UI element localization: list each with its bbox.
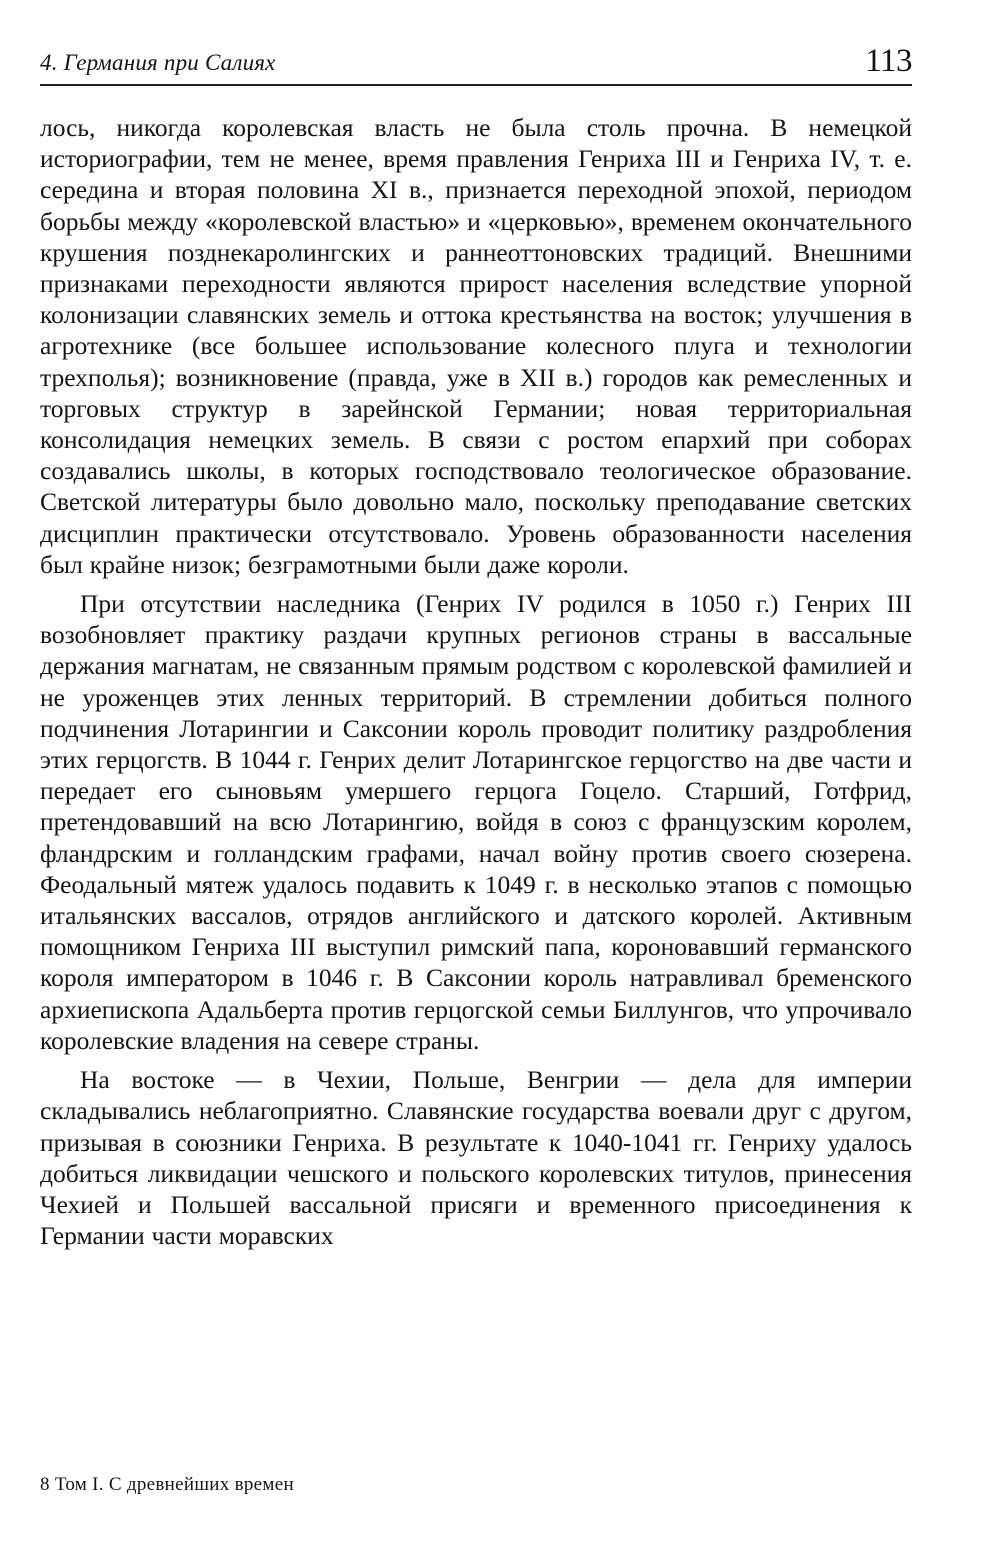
chapter-title: 4. Германия при Салиях: [40, 50, 276, 75]
main-text: [40, 112, 912, 1251]
running-header: [40, 40, 912, 86]
signature-footer: 8 Том I. С древнейших времен: [40, 1474, 294, 1495]
paragraph-east: На востоке — в Чехии, Польше, Венгрии — дела для империи складывались неблагоприятно. Славянские государства воевали друг с другом, призывая в союзники Генриха. В результате к 1040-1041 гг. Генриху удалось добиться ликвидации чешского и польского королевских титулов, принесения Чехией и Польшей вассальной присяги и временного присоединения к Германии части моравских: [40, 1065, 912, 1251]
paragraph-henry-iii: При отсутствии наследника (Генрих IV родился в 1050 г.) Генрих III возобновляет практику раздачи крупных регионов страны в вассальные держания магнатам, не связанным прямым родством с королевской фамилией и не уроженцев этих ленных территорий. В стремлении добиться полного подчинения Лотарингии и Саксонии король проводит политику раздробления этих герцогств. В 1044 г. Генрих делит Лотарингское герцогство на две части и передает его сыновьям умершего герцога Гоцело. Старший, Готфрид, претендовавший на всю Лотарингию, войдя в союз с французским королем, фландрским и голландским графами, начал войну против своего сюзерена. Феодальный мятеж удалось подавить к 1049 г. в несколько этапов с помощью итальянских вассалов, отрядов английского и датского королей. Активным помощником Генриха III выступил римский папа, короновавший германского короля императором в 1046 г. В Саксонии король натравливал бременского архиепископа Адальберта против герцогской семьи Биллунгов, что упрочивало королевские владения на севере страны.: [40, 589, 912, 1055]
paragraph-continuation: лось, никогда королевская власть не была столь прочна. В немецкой историографии, тем не менее, время правления Генриха III и Генриха IV, т. е. середина и вторая половина XI в., признается переходной эпохой, периодом борьбы между «королевской властью» и «церковью», временем окончательного крушения позднекаролингских и раннеоттоновских традиций. Внешними признаками переходности являются прирост населения вследствие упорной колонизации славянских земель и оттока крестьянства на восток; улучшения в агротехнике (все большее использование колесного плуга и технологии трехполья); возникновение (правда, уже в XII в.) городов как ремесленных и торговых структур в зарейнской Германии; новая территориальная консолидация немецких земель. В связи с ростом епархий при соборах создавались школы, в которых господствовало теологическое образование. Светской литературы было довольно мало, поскольку преподавание светских дисциплин практически отсутствовало. Уровень образованности населения был крайне низок; безграмотными были даже короли.: [40, 113, 912, 579]
page-number: 113: [865, 43, 912, 79]
